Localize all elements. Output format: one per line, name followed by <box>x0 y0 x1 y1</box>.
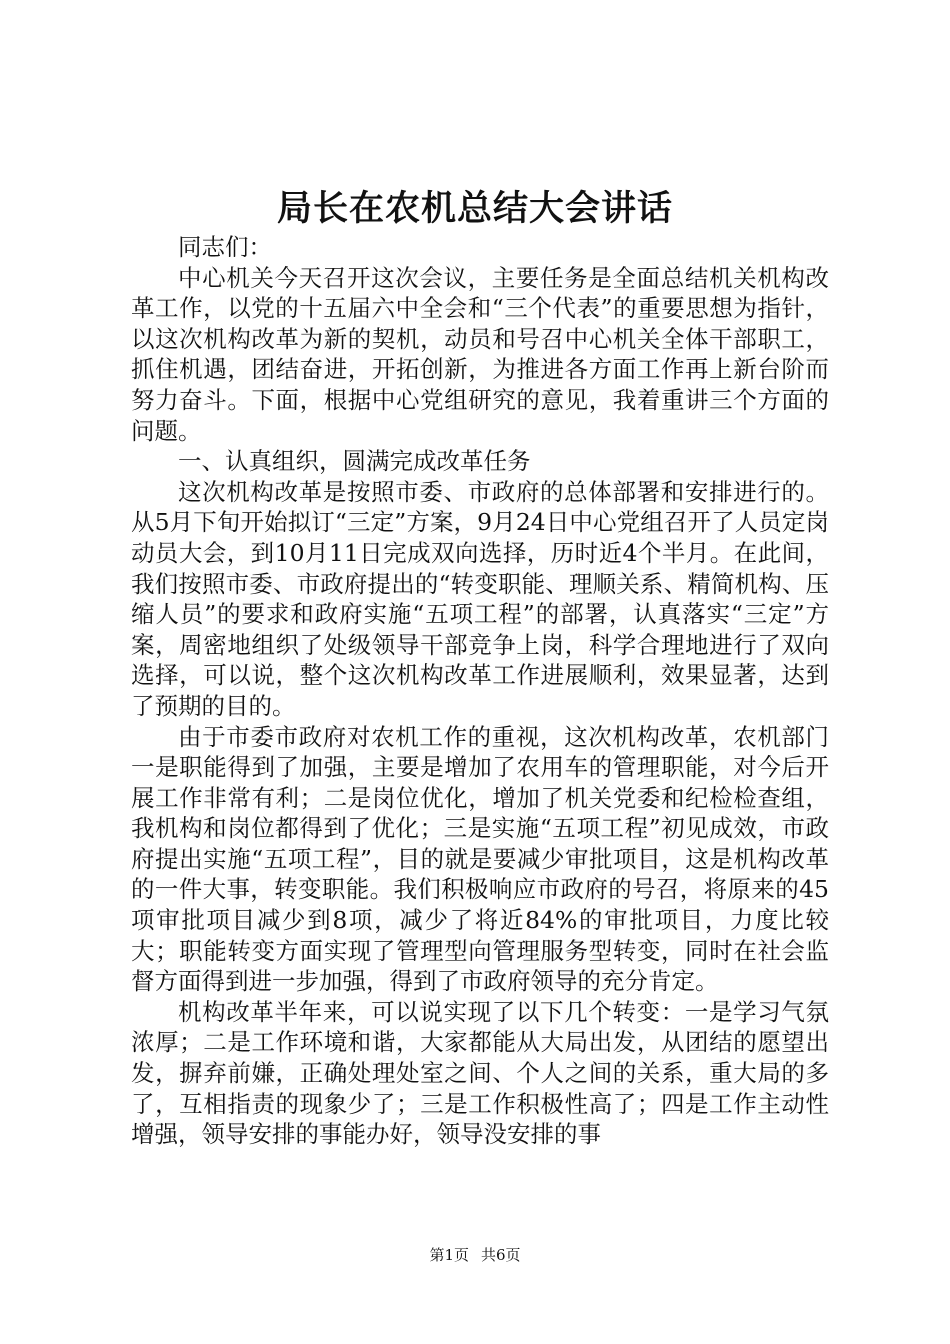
body-paragraph: 机构改革半年来，可以说实现了以下几个转变：一是学习气氛浓厚；二是工作环境和谐，大家都能从大局出发，从团结的愿望出发，摒弃前嫌，正确处理处室之间、个人之间的关系，重大局的多了，互相指责的现象少了；三是工作积极性高了；四是工作主动性增强，领导安排的事能办好，领导没安排的事 <box>131 997 829 1149</box>
page-total: 共6页 <box>481 1246 521 1264</box>
page-number: 第1页 <box>429 1246 469 1264</box>
body-paragraph: 这次机构改革是按照市委、市政府的总体部署和安排进行的。从5月下旬开始拟订“三定”方案，9月24日中心党组召开了人员定岗动员大会，到10月11日完成双向选择，历时近4个半月。在此间，我们按照市委、市政府提出的“转变职能、理顺关系、精简机构、压缩人员”的要求和政府实施“五项工程”的部署，认真落实“三定”方案，周密地组织了处级领导干部竞争上岗，科学合理地进行了双向选择，可以说，整个这次机构改革工作进展顺利，效果显著，达到了预期的目的。 <box>131 477 829 720</box>
document-title: 局长在农机总结大会讲话 <box>276 188 673 229</box>
salutation-paragraph: 同志们： <box>178 233 272 261</box>
page-footer <box>0 1244 950 1266</box>
section-heading: 一、认真组织，圆满完成改革任务 <box>178 447 531 476</box>
document-body <box>131 232 829 1150</box>
intro-paragraph: 中心机关今天召开这次会议，主要任务是全面总结机关机构改革工作，以党的十五届六中全会和“三个代表”的重要思想为指针，以这次机构改革为新的契机，动员和号召中心机关全体干部职工，抓住机遇，团结奋进，开拓创新，为推进各方面工作再上新台阶而努力奋斗。下面，根据中心党组研究的意见，我着重讲三个方面的问题。 <box>131 263 829 445</box>
body-paragraph: 由于市委市政府对农机工作的重视，这次机构改革，农机部门一是职能得到了加强，主要是增加了农用车的管理职能，对今后开展工作非常有利；二是岗位优化，增加了机关党委和纪检检查组，我机构和岗位都得到了优化；三是实施“五项工程”初见成效，市政府提出实施“五项工程”，目的就是要减少审批项目，这是机构改革的一件大事，转变职能。我们积极响应市政府的号召，将原来的45项审批项目减少到8项，减少了将近84%的审批项目，力度比较大；职能转变方面实现了管理型向管理服务型转变，同时在社会监督方面得到进一步加强，得到了市政府领导的充分肯定。 <box>131 722 829 996</box>
